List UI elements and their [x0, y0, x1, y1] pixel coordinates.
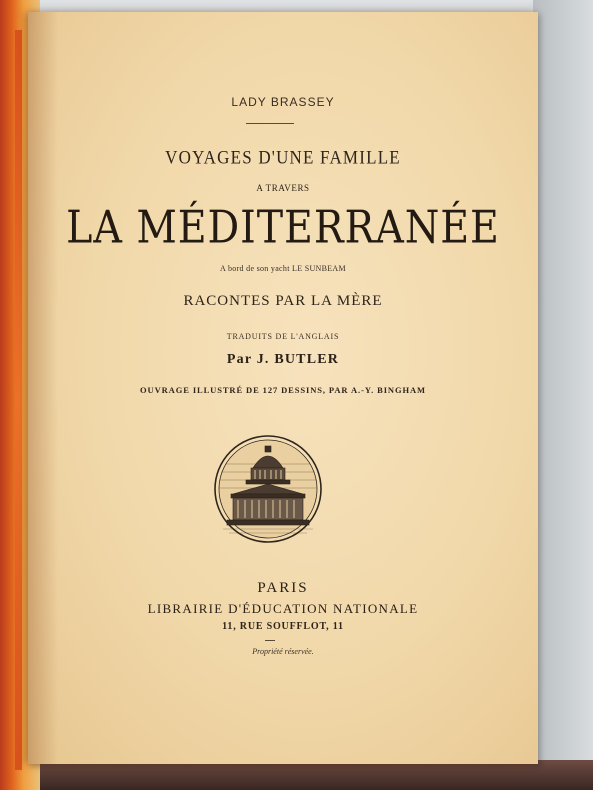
translated-line: TRADUITS DE L'ANGLAIS — [226, 332, 340, 341]
main-title: LA MÉDITERRANÉE — [66, 201, 500, 255]
publisher-address: 11, RUE SOUFFLOT, 11 — [222, 621, 344, 632]
title-connector: A TRAVERS — [256, 183, 310, 193]
title-line-1: VOYAGES D'UNE FAMILLE — [165, 147, 401, 168]
translator-line: Par J. BUTLER — [226, 352, 340, 367]
divider-rule-small — [265, 640, 275, 641]
pantheon-engraving-icon — [213, 434, 323, 544]
background-right — [533, 0, 593, 790]
yacht-line: A bord de son yacht LE SUNBEAM — [220, 264, 346, 273]
publication-city: PARIS — [257, 580, 309, 596]
narrator-line: RACONTES PAR LA MÈRE — [183, 293, 383, 309]
illustration-credit: OUVRAGE ILLUSTRÉ DE 127 DESSINS, PAR A.-Y. BINGHAM — [140, 385, 426, 395]
divider-rule — [246, 123, 294, 124]
cover-stripe — [15, 30, 22, 770]
rights-notice: Propriété réservée. — [252, 647, 314, 656]
author-name: LADY BRASSEY — [231, 95, 335, 109]
background-bottom — [0, 760, 593, 790]
publisher-name: LIBRAIRIE D'ÉDUCATION NATIONALE — [147, 601, 419, 616]
